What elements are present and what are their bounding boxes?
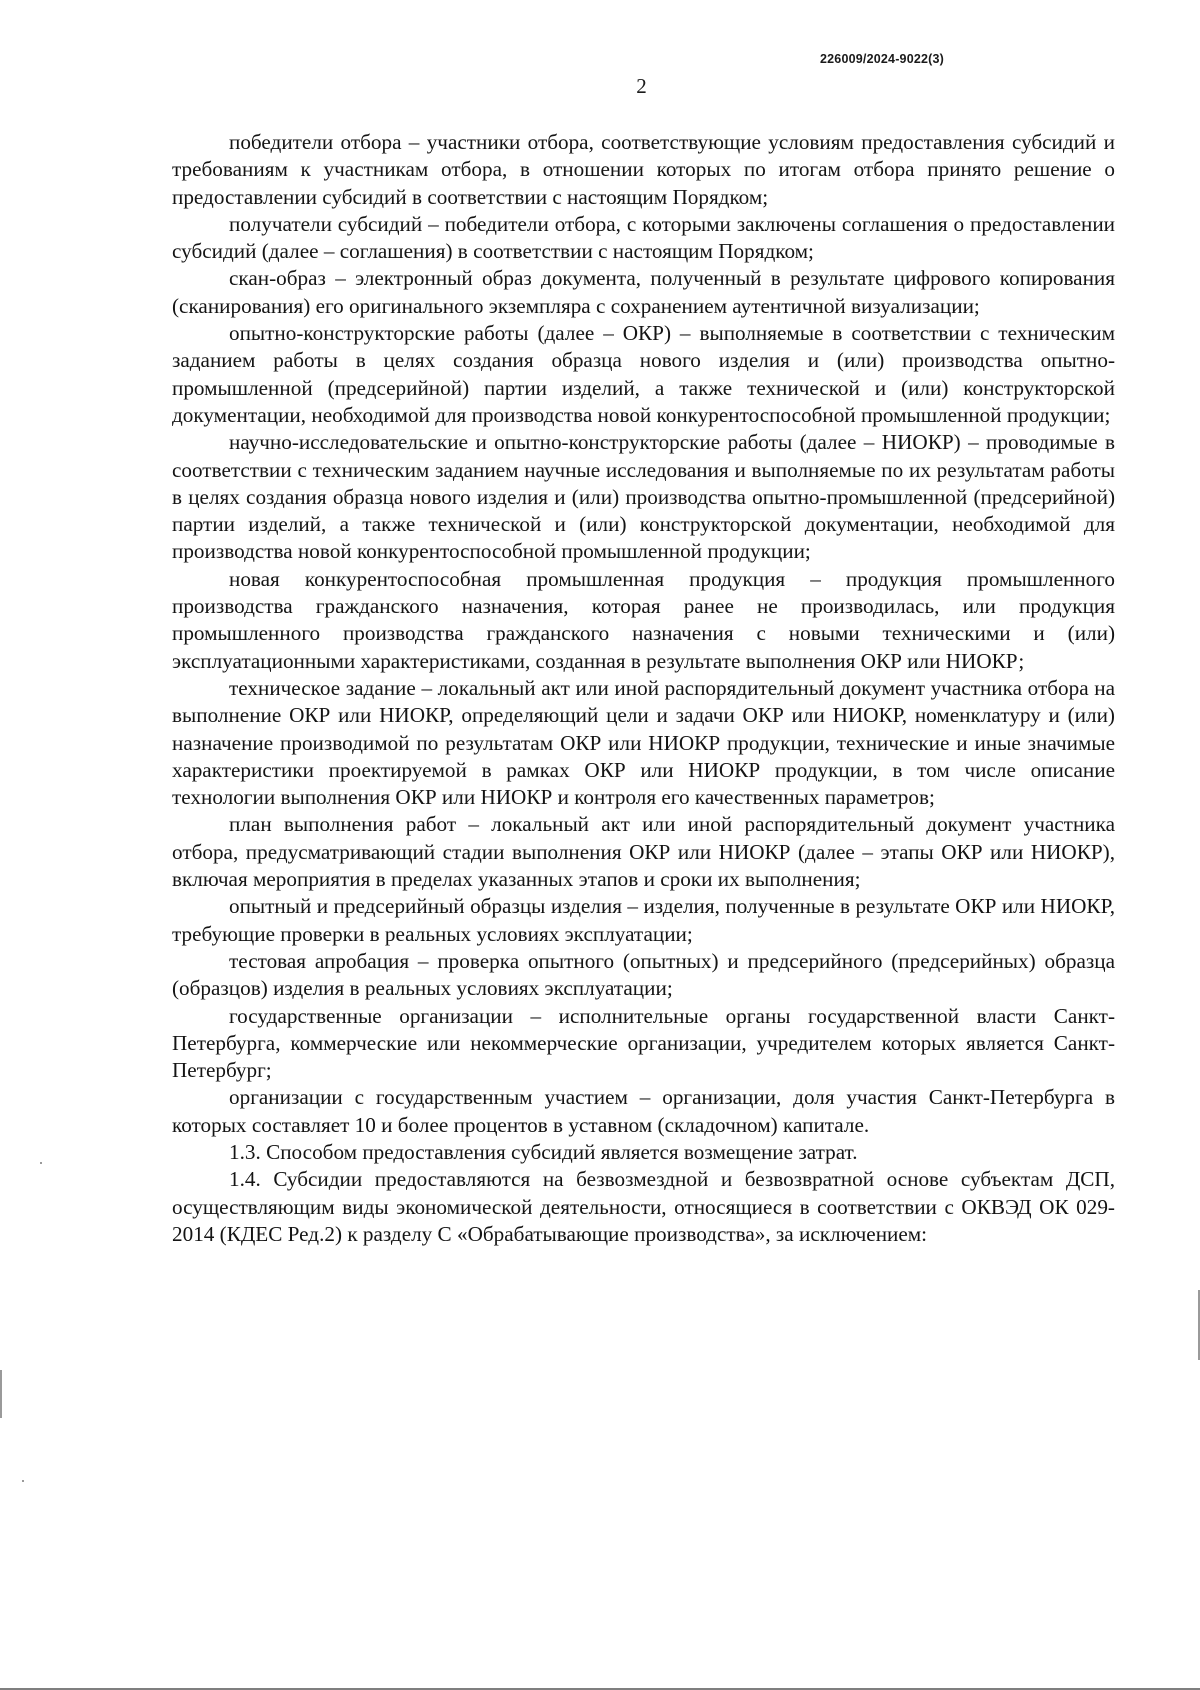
paragraph-work-plan-definition: план выполнения работ – локальный акт или иной распорядительный документ участника отбора, предусматривающий стадии выполнения ОКР или НИОКР (далее – этапы ОКР или НИОКР), включая мероприятия в пределах указанных этапов и сроки их выполнения; <box>172 812 1115 892</box>
document-registration-number: 226009/2024-9022(3) <box>820 52 945 66</box>
scan-edge-mark <box>0 1370 2 1418</box>
paragraph-technical-task-definition: техническое задание – локальный акт или иной распорядительный документ участника отбора на выполнение ОКР или НИОКР, определяющий цели и задачи ОКР или НИОКР, номенклатуру и (или) назначение производимой по результатам ОКР или НИОКР продукции, технические и иные значимые характеристики проектируемой в рамках ОКР или НИОКР продукции, в том числе описание технологии выполнения ОКР или НИОКР и контроля его качественных параметров; <box>172 675 1115 810</box>
paragraph-prototype-definition: опытный и предсерийный образцы изделия – изделия, полученные в результате ОКР или НИОКР, требующие проверки в реальных условиях эксплуатации; <box>172 894 1115 946</box>
paragraph-clause-1-4: 1.4. Субсидии предоставляются на безвозмездной и безвозвратной основе субъектам ДСП, осуществляющим виды экономической деятельности, относящиеся в соответствии с ОКВЭД ОК 029-2014 (КДЕС Ред.2) к разделу С «Обрабатывающие производства», за исключением: <box>172 1167 1115 1246</box>
scan-speck <box>40 1162 42 1164</box>
paragraph-pobediteli-otbora: победители отбора – участники отбора, соответствующие условиям предоставления субсидий и требованиям к участникам отбора, в отношении которых по итогам отбора принято решение о предоставлении субсидий в соответствии с настоящим Порядком; <box>172 130 1115 209</box>
paragraph-test-approbation-definition: тестовая апробация – проверка опытного (опытных) и предсерийного (предсерийных) образца (образцов) изделия в реальных условиях эксплуатации; <box>172 948 1115 1001</box>
document-body <box>172 129 1115 1248</box>
paragraph-okr-definition: опытно-конструкторские работы (далее – ОКР) – выполняемые в соответствии с техническим заданием работы в целях создания образца нового изделия и (или) производства опытно-промышленной (предсерийной) партии изделий, а также технической и (или) конструкторской документации, необходимой для производства новой конкурентоспособной промышленной продукции; <box>172 321 1115 427</box>
paragraph-state-participation-definition: организации с государственным участием – организации, доля участия Санкт-Петербурга в которых составляет 10 и более процентов в уставном (складочном) капитале. <box>172 1085 1115 1137</box>
paragraph-niokr-definition: научно-исследовательские и опытно-конструкторские работы (далее – НИОКР) – проводимые в соответствии с техническим заданием научные исследования и выполняемые по их результатам работы в целях создания образца нового изделия и (или) производства опытно-промышленной (предсерийной) партии изделий, а также технической и (или) конструкторской документации, необходимой для производства новой конкурентоспособной промышленной продукции; <box>172 430 1115 564</box>
page-number: 2 <box>636 74 647 98</box>
paragraph-poluchateli-subsidiy: получатели субсидий – победители отбора, с которыми заключены соглашения о предоставлении субсидий (далее – соглашения) в соответствии с настоящим Порядком; <box>172 211 1115 264</box>
paragraph-skan-obraz: скан-образ – электронный образ документа, полученный в результате цифрового копирования (сканирования) его оригинального экземпляра с сохранением аутентичной визуализации; <box>172 266 1115 318</box>
paragraph-state-organizations-definition: государственные организации – исполнительные органы государственной власти Санкт-Петербурга, коммерческие или некоммерческие организации, учредителем которых является Санкт-Петербург; <box>172 1003 1115 1083</box>
scan-speck <box>22 1480 24 1482</box>
paragraph-new-product-definition: новая конкурентоспособная промышленная продукция – продукция промышленного производства гражданского назначения, которая ранее не производилась, или продукция промышленного производства гражданского назначения с новыми техническими и (или) эксплуатационными характеристиками, созданная в результате выполнения ОКР или НИОКР; <box>172 566 1115 673</box>
paragraph-clause-1-3: 1.3. Способом предоставления субсидий является возмещение затрат. <box>229 1139 858 1164</box>
